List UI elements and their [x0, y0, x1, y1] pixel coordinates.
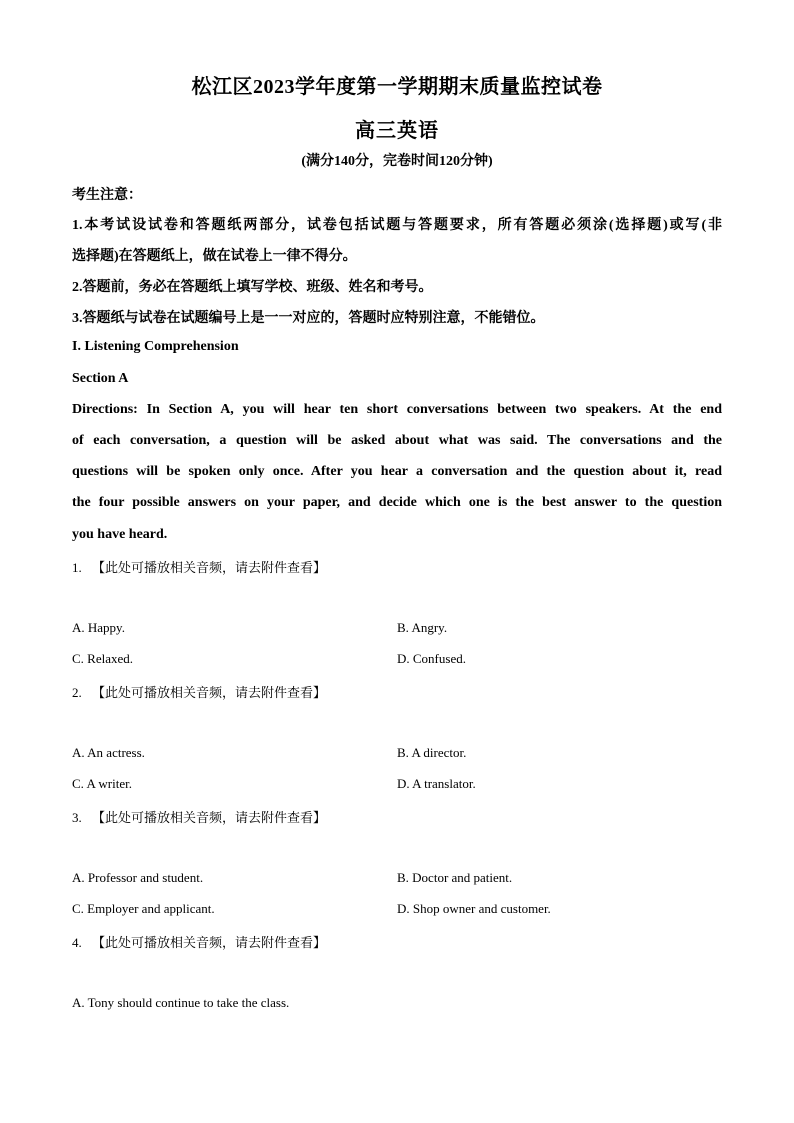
directions-line-5: you have heard. [72, 527, 168, 542]
exam-subject: 高三英语 [355, 120, 439, 142]
exam-score-note: (满分140分，完卷时间120分钟) [301, 154, 493, 169]
notice-item-2: 2.答题前，务必在答题纸上填写学校、班级、姓名和考号。 [72, 280, 433, 295]
question-2-option-b[interactable]: B. A director. [397, 745, 467, 760]
directions-line-4: the four possible answers on your paper, and decide which one is the best answer to the question [72, 495, 722, 510]
question-1 [72, 557, 326, 576]
question-1-option-d[interactable]: D. Confused. [397, 651, 466, 666]
question-3-option-c[interactable]: C. Employer and applicant. [72, 901, 215, 916]
notice-item-1-line-1: 1.本考试设试卷和答题纸两部分，试卷包括试题与答题要求，所有答题必须涂(选择题)或写(非 [72, 218, 722, 233]
question-3 [72, 807, 326, 826]
question-4-option-a[interactable]: A. Tony should continue to take the class. [72, 995, 290, 1010]
question-2-option-a[interactable]: A. An actress. [72, 745, 145, 760]
question-number: 1. [72, 560, 82, 575]
audio-prompt[interactable]: 【此处可播放相关音频，请去附件查看】 [92, 810, 327, 825]
directions-line-3: questions will be spoken only once. After you hear a conversation and the question about it, read [72, 464, 722, 479]
directions-line-1: Directions: In Section A, you will hear ten short conversations between two speakers. At the end [72, 402, 722, 417]
question-number: 3. [72, 810, 82, 825]
part-heading-listening: I. Listening Comprehension [72, 339, 239, 354]
question-number: 4. [72, 935, 82, 950]
audio-prompt[interactable]: 【此处可播放相关音频，请去附件查看】 [92, 685, 327, 700]
question-1-option-b[interactable]: B. Angry. [397, 620, 448, 635]
audio-prompt[interactable]: 【此处可播放相关音频，请去附件查看】 [92, 560, 327, 575]
question-3-option-d[interactable]: D. Shop owner and customer. [397, 901, 551, 916]
notice-heading: 考生注意： [72, 188, 142, 203]
notice-item-3: 3.答题纸与试卷在试题编号上是一一对应的，答题时应特别注意，不能错位。 [72, 311, 545, 326]
directions-line-2: of each conversation, a question will be asked about what was said. The conversations and the [72, 433, 722, 448]
question-3-option-b[interactable]: B. Doctor and patient. [397, 870, 513, 885]
exam-title: 松江区2023学年度第一学期期末质量监控试卷 [191, 76, 603, 98]
section-heading-a: Section A [72, 371, 129, 386]
notice-item-1-line-2: 选择题)在答题纸上，做在试卷上一律不得分。 [72, 249, 357, 264]
question-1-option-a[interactable]: A. Happy. [72, 620, 125, 635]
question-1-option-c[interactable]: C. Relaxed. [72, 651, 134, 666]
question-4 [72, 932, 326, 951]
question-2-option-c[interactable]: C. A writer. [72, 776, 132, 791]
question-3-option-a[interactable]: A. Professor and student. [72, 870, 204, 885]
question-number: 2. [72, 685, 82, 700]
audio-prompt[interactable]: 【此处可播放相关音频，请去附件查看】 [92, 935, 327, 950]
question-2-option-d[interactable]: D. A translator. [397, 776, 476, 791]
question-2 [72, 682, 326, 701]
